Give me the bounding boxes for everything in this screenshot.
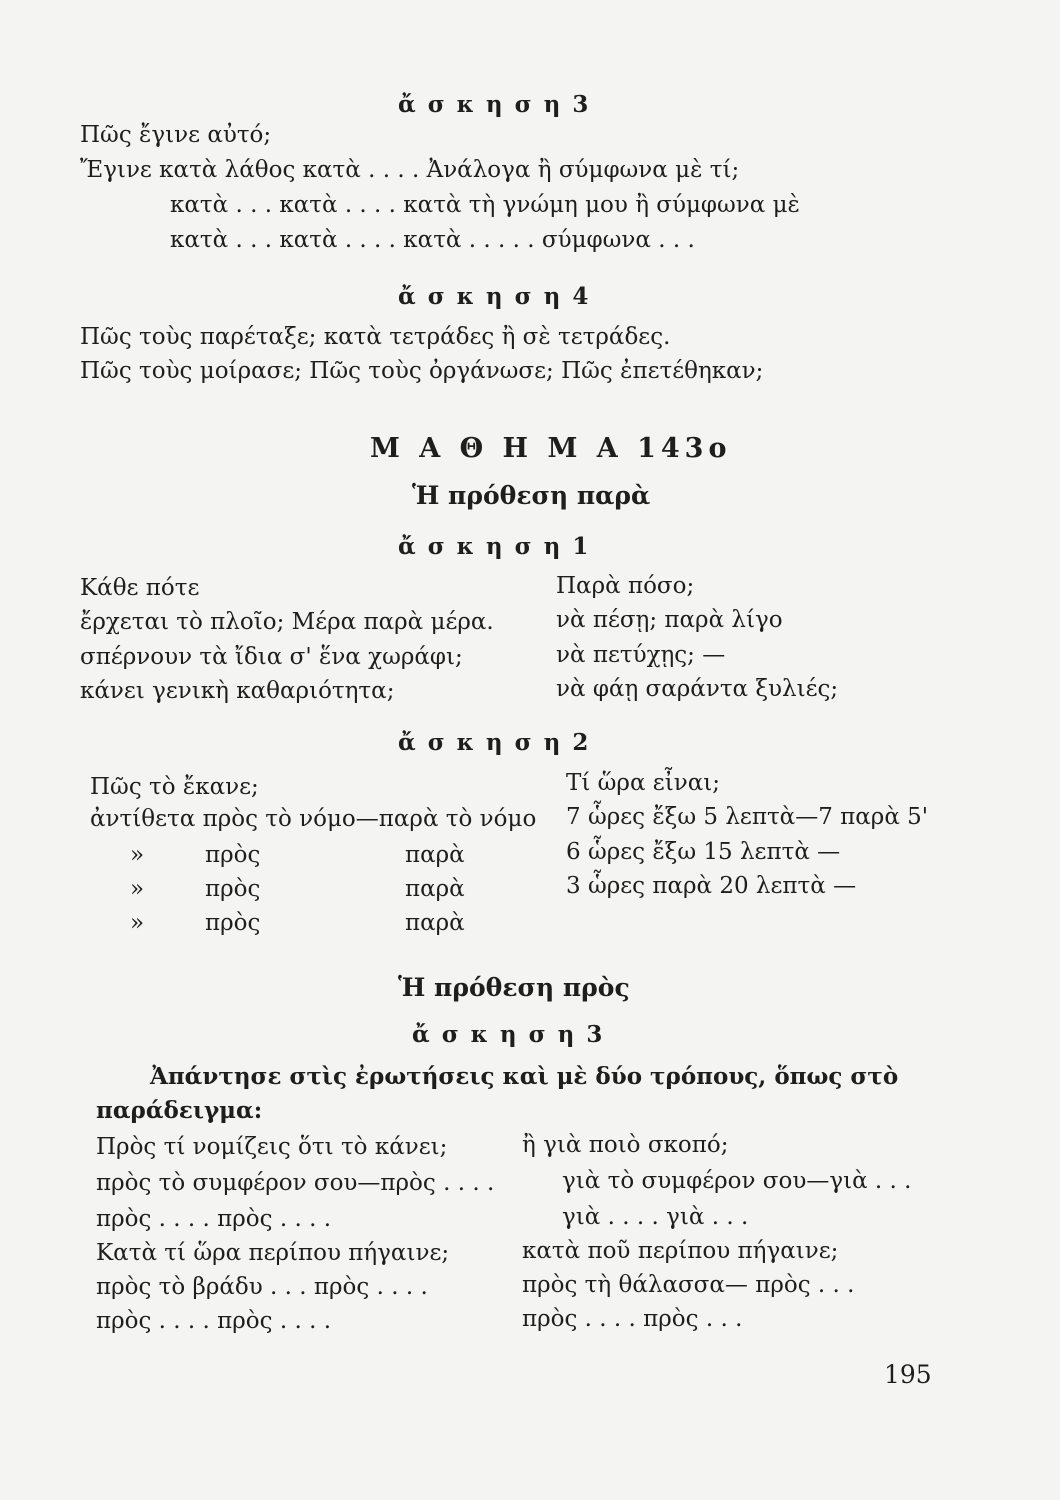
text-line: πρὸς τὴ θάλασσα— πρὸς . . . xyxy=(522,1272,855,1298)
text-line: πρὸς τὸ συμφέρον σου—πρὸς . . . . xyxy=(96,1170,495,1196)
topic-heading: Ἡ πρόθεση πρὸς xyxy=(398,973,630,1002)
text-line: πρὸς xyxy=(205,876,261,902)
text-line: Παρὰ πόσο; xyxy=(556,573,695,599)
text-line: » xyxy=(130,842,145,868)
text-line: κατὰ . . . κατὰ . . . . κατὰ τὴ γνώμη μου ἢ σύμφωνα μὲ xyxy=(170,192,800,218)
text-line: Κατὰ τί ὥρα περίπου πήγαινε; xyxy=(96,1240,450,1266)
text-line: » xyxy=(130,910,145,936)
text-line: παρὰ xyxy=(405,876,465,902)
exercise-4-title: ἄ σ κ η σ η 4 xyxy=(398,283,591,310)
exercise-3-title: ἄ σ κ η σ η 3 xyxy=(412,1021,605,1048)
lesson-topic: Ἡ πρόθεση παρὰ xyxy=(412,481,651,510)
text-line: Πρὸς τί νομίζεις ὅτι τὸ κάνει; xyxy=(96,1134,448,1160)
text-line: νὰ πετύχῃς; — xyxy=(556,642,726,668)
text-line: νὰ φάῃ σαράντα ξυλιές; xyxy=(556,676,839,702)
text-line: ἢ γιὰ ποιὸ σκοπό; xyxy=(522,1132,729,1158)
text-line: Πῶς τοὺς παρέταξε; κατὰ τετράδες ἢ σὲ τετράδες. xyxy=(80,324,671,350)
text-line: ἔρχεται τὸ πλοῖο; Μέρα παρὰ μέρα. xyxy=(80,609,494,635)
text-line: 6 ὧρες ἔξω 15 λεπτὰ — xyxy=(566,839,841,865)
text-line: πρὸς τὸ βράδυ . . . πρὸς . . . . xyxy=(96,1274,428,1300)
page-number: 195 xyxy=(884,1360,932,1389)
text-line: » xyxy=(130,876,145,902)
text-line: πρὸς xyxy=(205,842,261,868)
text-line: Πῶς ἔγινε αὐτό; xyxy=(80,122,272,148)
text-line: Πῶς τοὺς μοίρασε; Πῶς τοὺς ὀργάνωσε; Πῶς ἐπετέθηκαν; xyxy=(80,358,764,384)
instruction: παράδειγμα: xyxy=(96,1097,263,1124)
text-line: Πῶς τὸ ἔκανε; xyxy=(90,774,259,800)
text-line: κατὰ . . . κατὰ . . . . κατὰ . . . . . σύμφωνα . . . xyxy=(170,227,695,253)
exercise-2-title: ἄ σ κ η σ η 2 xyxy=(398,729,591,756)
text-line: παρὰ xyxy=(405,910,465,936)
text-line: γιὰ . . . . γιὰ . . . xyxy=(562,1204,749,1230)
instruction: Ἀπάντησε στὶς ἐρωτήσεις καὶ μὲ δύο τρόπους, ὅπως στὸ xyxy=(150,1063,899,1090)
exercise-1-title: ἄ σ κ η σ η 1 xyxy=(398,533,591,560)
text-line: παρὰ xyxy=(405,842,465,868)
text-line: πρὸς . . . . πρὸς . . . . xyxy=(96,1206,332,1232)
text-line: γιὰ τὸ συμφέρον σου—γιὰ . . . xyxy=(562,1168,912,1194)
text-line: νὰ πέσῃ; παρὰ λίγο xyxy=(556,607,783,633)
text-line: πρὸς . . . . πρὸς . . . xyxy=(522,1306,743,1332)
text-line: πρὸς xyxy=(205,910,261,936)
text-line: Κάθε πότε xyxy=(80,575,200,601)
text-line: 3 ὧρες παρὰ 20 λεπτὰ — xyxy=(566,873,857,899)
text-line: 7 ὧρες ἔξω 5 λεπτὰ—7 παρὰ 5' xyxy=(566,804,929,830)
text-line: Ἔγινε κατὰ λάθος κατὰ . . . . Ἀνάλογα ἢ σύμφωνα μὲ τί; xyxy=(80,157,740,183)
text-line: πρὸς . . . . πρὸς . . . . xyxy=(96,1308,332,1334)
lesson-title: Μ Α Θ Η Μ Α 143ο xyxy=(370,433,732,464)
text-line: Τί ὥρα εἶναι; xyxy=(566,770,721,796)
text-line: σπέρνουν τὰ ἴδια σ' ἕνα χωράφι; xyxy=(80,644,463,670)
text-line: κάνει γενικὴ καθαριότητα; xyxy=(80,678,395,704)
exercise-3-title: ἄ σ κ η σ η 3 xyxy=(398,91,591,118)
text-line: κατὰ ποῦ περίπου πήγαινε; xyxy=(522,1238,839,1264)
text-line: ἀντίθετα πρὸς τὸ νόμο—παρὰ τὸ νόμο xyxy=(90,806,537,832)
